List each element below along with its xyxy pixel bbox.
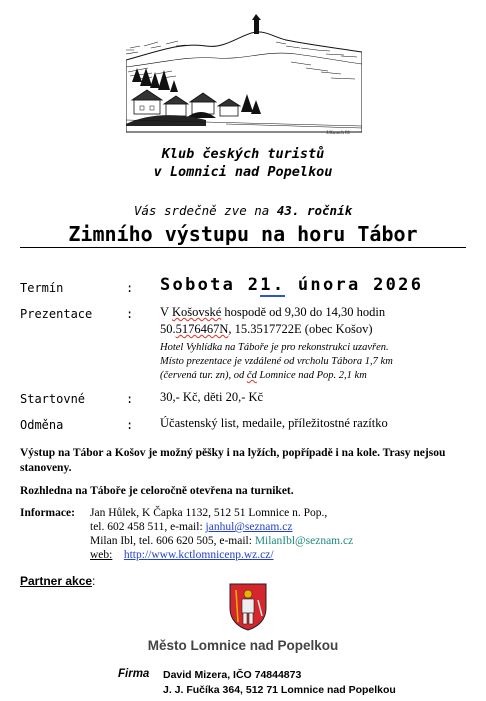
web-label: web:: [90, 549, 113, 561]
svg-text:J.Kmoch 81: J.Kmoch 81: [326, 131, 351, 136]
prezentace-gps: 50.5176467N, 15.3517722E (obec Košov): [160, 322, 373, 336]
place-name: Košovské: [171, 305, 222, 319]
club-name-line2: v Lomnici nad Popelkou: [153, 164, 333, 180]
invitation-prefix: Vás srdečně zve na: [133, 203, 277, 218]
odmena-label: Odměna: [20, 418, 64, 432]
website-link[interactable]: http://www.kctlomnicenp.wz.cz/: [123, 549, 274, 561]
termin-label: Termín: [20, 281, 64, 295]
info-line1: Jan Hůlek, K Čapka 1132, 512 51 Lomnice n. Pop.,: [90, 507, 328, 519]
prezentace-place: V Košovské hospodě od 9,30 do 14,30 hodin: [160, 305, 386, 319]
termin-colon: :: [126, 281, 134, 295]
odmena-colon: :: [126, 418, 134, 432]
prezentace-note2: Místo prezentace je vzdálené od vrcholu Tábora 1,7 km: [160, 356, 393, 367]
headline-divider: [20, 247, 466, 248]
email-link-janhul[interactable]: janhul@seznam.cz: [205, 521, 293, 533]
info-line4: [90, 549, 274, 562]
termin-day: Sobota 2: [160, 275, 261, 295]
firma-line2: J. J. Fučíka 364, 512 71 Lomnice nad Popelkou: [163, 684, 396, 696]
termin-month-year: února 2026: [285, 275, 424, 295]
prezentace-note1: Hotel Vyhlídka na Táboře je pro rekonstrukci uzavřen.: [160, 342, 389, 353]
edition-number: 43. ročník: [276, 203, 353, 218]
termin-value: [160, 275, 423, 295]
route-paragraph: Výstup na Tábor a Košov je možný pěšky i na lyžích, popřípadě i na kole. Trasy nejsou stanoveny.: [20, 447, 446, 474]
firma-line1: David Mizera, IČO 74844873: [163, 669, 302, 681]
prezentace-label: Prezentace: [20, 307, 93, 321]
prezentace-colon: :: [126, 307, 134, 321]
winter-landscape-illustration: [126, 12, 362, 140]
gps-lat: 5176467N: [175, 322, 229, 336]
event-headline: Zimního výstupu na horu Tábor: [68, 222, 418, 246]
town-crest-icon: [228, 582, 268, 632]
info-line3: Milan Ibl, tel. 606 620 505, e-mail: MilanIbl@seznam.cz: [90, 535, 354, 547]
info-label: Informace:: [20, 507, 75, 519]
termin-day-digit: 1.: [260, 275, 286, 295]
info-line2: tel. 602 458 511, e-mail: janhul@seznam.cz: [90, 521, 293, 533]
lookout-paragraph: Rozhledna na Táboře je celoročně otevřena na turniket.: [20, 485, 294, 497]
partner-heading: Partner akce:: [20, 574, 96, 588]
club-name-line1: Klub českých turistů: [161, 146, 325, 162]
startovne-colon: :: [126, 392, 134, 406]
prezentace-note3: (červená tur. zn), od čd Lomnice nad Pop. 2,1 km: [160, 370, 367, 381]
town-name: Město Lomnice nad Popelkou: [147, 638, 339, 653]
email-link-milanibl[interactable]: MilanIbl@seznam.cz: [254, 535, 354, 547]
startovne-value: 30,- Kč, děti 20,- Kč: [160, 390, 264, 404]
odmena-value: Účastenský list, medaile, příležitostné razítko: [160, 416, 388, 430]
invitation-line: [0, 203, 486, 218]
startovne-label: Startovné: [20, 392, 86, 406]
firma-label: Firma: [118, 668, 150, 680]
